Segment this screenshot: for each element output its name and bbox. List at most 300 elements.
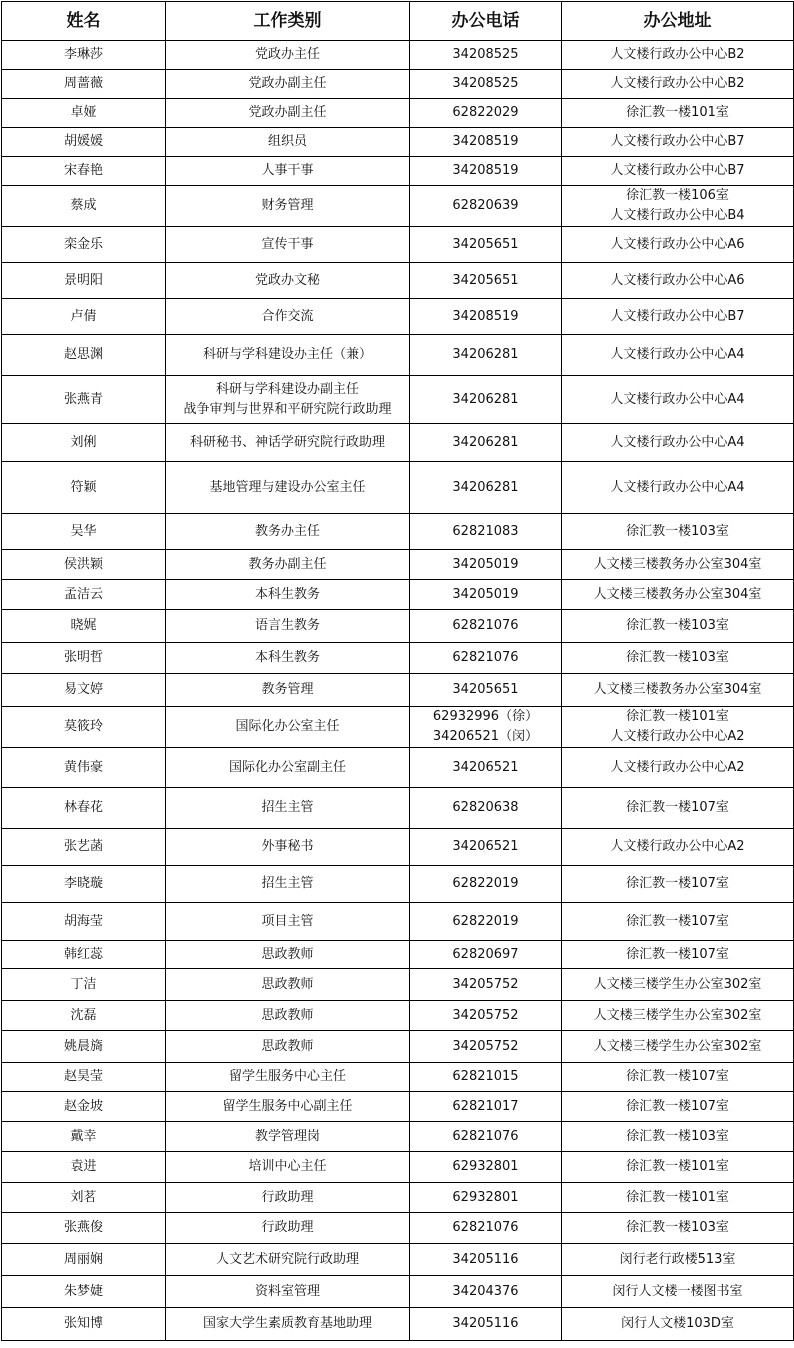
address-cell [562, 707, 794, 748]
phone-cell-line: 34208519 [452, 134, 519, 149]
role-cell [166, 580, 410, 610]
phone-cell [410, 70, 562, 99]
address-cell [562, 674, 794, 707]
name-cell: 卢倩 [2, 299, 166, 335]
address-cell-line: 闵行老行政楼513室 [619, 1251, 736, 1267]
name-cell: 刘茗 [2, 1183, 166, 1213]
phone-cell [410, 1244, 562, 1276]
table-row [2, 1308, 794, 1341]
address-cell [562, 41, 794, 70]
table-row [2, 748, 794, 788]
address-cell-line: 徐汇教一楼101室 [626, 1189, 729, 1205]
address-cell-line: 人文楼行政办公中心A4 [610, 391, 745, 407]
phone-cell [410, 788, 562, 829]
role-cell [166, 335, 410, 376]
address-cell-line: 徐汇教一楼103室 [626, 1220, 729, 1235]
table-row [2, 376, 794, 424]
address-cell [562, 1063, 794, 1092]
role-cell [166, 299, 410, 335]
phone-cell [410, 643, 562, 674]
role-cell-line: 培训中心主任 [248, 1159, 327, 1174]
address-cell-line: 人文楼三楼学生办公室302室 [593, 1007, 762, 1023]
table-row [2, 674, 794, 707]
table-row [2, 186, 794, 227]
phone-cell [410, 707, 562, 748]
name-cell: 蔡成 [2, 186, 166, 227]
phone-cell [410, 128, 562, 157]
address-cell-line: 人文楼行政办公中心A2 [610, 759, 745, 775]
phone-cell-line: 34208525 [452, 47, 519, 62]
address-cell [562, 550, 794, 580]
table-row [2, 829, 794, 866]
address-cell-line: 徐汇教一楼103室 [626, 523, 729, 539]
address-cell [562, 969, 794, 1001]
address-cell [562, 1031, 794, 1063]
role-cell-line: 外事秘书 [261, 839, 314, 854]
address-cell [562, 1152, 794, 1183]
role-cell-line: 招生主管 [261, 800, 314, 815]
name-cell: 栾金乐 [2, 227, 166, 263]
address-cell [562, 1308, 794, 1341]
phone-cell-line: 34206281 [452, 479, 519, 495]
phone-cell [410, 1213, 562, 1244]
role-cell-line: 招生主管 [261, 876, 314, 891]
role-cell [166, 1152, 410, 1183]
role-cell [166, 157, 410, 186]
table-row [2, 903, 794, 941]
table-row [2, 707, 794, 748]
name-cell: 袁进 [2, 1152, 166, 1183]
address-cell-line: 人文楼行政办公中心B7 [610, 163, 745, 178]
phone-cell [410, 41, 562, 70]
name-cell: 沈磊 [2, 1001, 166, 1031]
role-cell [166, 866, 410, 903]
role-cell [166, 462, 410, 514]
phone-cell [410, 335, 562, 376]
role-cell-line: 国际化办公室主任 [235, 719, 340, 734]
role-cell [166, 41, 410, 70]
phone-cell [410, 674, 562, 707]
phone-cell [410, 941, 562, 969]
phone-cell-line: 62820639 [452, 198, 519, 213]
address-cell [562, 424, 794, 462]
role-cell [166, 707, 410, 748]
table-row [2, 550, 794, 580]
address-cell-line: 人文楼三楼学生办公室302室 [593, 976, 762, 992]
phone-cell-line: 62820638 [452, 800, 519, 815]
address-cell-line: 人文楼行政办公中心A6 [610, 272, 745, 288]
role-cell [166, 186, 410, 227]
address-cell [562, 1244, 794, 1276]
role-cell-line: 本科生教务 [254, 650, 320, 665]
table-row [2, 299, 794, 335]
phone-cell-line: 62821017 [452, 1098, 519, 1114]
table-row [2, 424, 794, 462]
role-cell-line: 教务办副主任 [248, 556, 327, 572]
name-cell: 黄伟豪 [2, 748, 166, 788]
phone-cell [410, 514, 562, 550]
address-cell [562, 643, 794, 674]
table-row [2, 1213, 794, 1244]
address-cell-line: 人文楼三楼教务办公室304室 [593, 586, 762, 602]
address-cell [562, 299, 794, 335]
phone-cell [410, 748, 562, 788]
role-cell-line: 语言生教务 [254, 618, 320, 633]
phone-cell-line: 34205651 [452, 682, 519, 697]
address-cell [562, 462, 794, 514]
address-cell-line: 徐汇教一楼107室 [626, 946, 729, 962]
name-cell: 胡媛媛 [2, 128, 166, 157]
address-cell [562, 1122, 794, 1152]
role-cell [166, 674, 410, 707]
role-cell [166, 1063, 410, 1092]
address-cell-line: 人文楼行政办公中心A2 [610, 839, 745, 854]
address-cell-line: 人文楼行政办公中心A4 [610, 434, 745, 450]
address-cell-line: 人文楼行政办公中心B7 [610, 308, 745, 324]
phone-cell [410, 1092, 562, 1122]
role-cell-line: 资料室管理 [254, 1283, 320, 1299]
address-cell [562, 1213, 794, 1244]
address-cell-line: 人文楼三楼教务办公室304室 [593, 556, 762, 572]
name-cell: 卓娅 [2, 99, 166, 128]
address-cell-line: 人文楼行政办公中心A4 [610, 347, 745, 362]
phone-cell-line: 34206521 [452, 839, 519, 854]
address-cell-line: 徐汇教一楼103室 [626, 650, 729, 665]
role-cell-line: 项目主管 [261, 913, 314, 929]
table-row [2, 788, 794, 829]
address-cell [562, 748, 794, 788]
phone-cell-line: 34206281 [452, 391, 519, 407]
role-cell [166, 1276, 410, 1308]
phone-cell-line: 34205752 [452, 1007, 519, 1023]
address-cell-line: 人文楼行政办公中心B7 [610, 134, 745, 149]
phone-cell-line: 62821076 [452, 618, 519, 633]
address-cell [562, 866, 794, 903]
role-cell-line: 科研与学科建设办主任（兼） [202, 347, 372, 362]
table-row [2, 41, 794, 70]
phone-cell-line: 34204376 [452, 1283, 519, 1299]
address-cell [562, 227, 794, 263]
table-row [2, 128, 794, 157]
role-cell-line: 思政教师 [261, 946, 314, 962]
table-header-row [2, 2, 794, 41]
name-cell: 宋春艳 [2, 157, 166, 186]
phone-cell [410, 376, 562, 424]
address-cell [562, 941, 794, 969]
table-row [2, 1001, 794, 1031]
name-cell: 丁洁 [2, 969, 166, 1001]
phone-cell-line: 62932801 [452, 1159, 519, 1174]
phone-cell-line: 34205651 [452, 272, 519, 288]
phone-cell [410, 424, 562, 462]
phone-cell [410, 186, 562, 227]
phone-cell [410, 866, 562, 903]
phone-cell [410, 462, 562, 514]
column-header-phone: 办公电话 [410, 2, 562, 41]
phone-cell [410, 829, 562, 866]
phone-cell-line: 34206281 [452, 347, 519, 362]
table-row [2, 1183, 794, 1213]
table-row [2, 941, 794, 969]
role-cell-line: 宣传干事 [261, 236, 314, 252]
address-cell [562, 610, 794, 643]
table-row [2, 1092, 794, 1122]
phone-cell [410, 1031, 562, 1063]
phone-cell-line: 34205752 [452, 1038, 519, 1054]
address-cell [562, 829, 794, 866]
address-cell [562, 157, 794, 186]
phone-cell [410, 610, 562, 643]
table-row [2, 514, 794, 550]
phone-cell [410, 1152, 562, 1183]
table-row [2, 157, 794, 186]
table-row [2, 1063, 794, 1092]
role-cell [166, 376, 410, 424]
role-cell [166, 1183, 410, 1213]
phone-cell [410, 550, 562, 580]
role-cell-line: 教务办主任 [254, 523, 320, 539]
role-cell-line: 组织员 [267, 134, 307, 149]
address-cell [562, 1183, 794, 1213]
role-cell [166, 788, 410, 829]
table-row [2, 643, 794, 674]
name-cell: 刘俐 [2, 424, 166, 462]
address-cell-line: 徐汇教一楼103室 [626, 618, 729, 633]
role-cell-line: 留学生服务中心副主任 [222, 1098, 353, 1114]
address-cell [562, 186, 794, 227]
table-row [2, 1244, 794, 1276]
role-cell [166, 514, 410, 550]
role-cell-line: 国家大学生素质教育基地助理 [202, 1316, 372, 1331]
table-row [2, 99, 794, 128]
role-cell-line: 人文艺术研究院行政助理 [215, 1251, 359, 1267]
address-cell-line: 人文楼三楼学生办公室302室 [593, 1038, 762, 1054]
address-cell [562, 1092, 794, 1122]
phone-cell [410, 580, 562, 610]
table-row [2, 1276, 794, 1308]
phone-cell [410, 157, 562, 186]
table-row [2, 1031, 794, 1063]
address-cell [562, 788, 794, 829]
phone-cell-line: 34208525 [452, 76, 519, 91]
role-cell-line: 党政办副主任 [248, 105, 327, 120]
role-cell [166, 1001, 410, 1031]
role-cell [166, 941, 410, 969]
name-cell: 孟洁云 [2, 580, 166, 610]
role-cell-line: 党政办文秘 [254, 272, 320, 288]
role-cell [166, 969, 410, 1001]
table-row [2, 866, 794, 903]
name-cell: 张燕青 [2, 376, 166, 424]
address-cell-line: 徐汇教一楼107室 [626, 1098, 729, 1114]
role-cell-line: 教务管理 [261, 682, 314, 697]
name-cell: 赵金坡 [2, 1092, 166, 1122]
role-cell-line: 思政教师 [261, 976, 314, 992]
address-cell-line: 人文楼行政办公中心B4 [610, 208, 745, 223]
role-cell-line: 基地管理与建设办公室主任 [209, 479, 366, 495]
name-cell: 莫筱玲 [2, 707, 166, 748]
name-cell: 易文婷 [2, 674, 166, 707]
role-cell [166, 1031, 410, 1063]
name-cell: 韩红蕊 [2, 941, 166, 969]
address-cell-line: 闵行人文楼一楼图书室 [612, 1283, 743, 1299]
role-cell-line: 科研秘书、神话学研究院行政助理 [189, 434, 385, 450]
phone-cell-line: 62932801 [452, 1189, 519, 1205]
role-cell-line: 教学管理岗 [254, 1128, 320, 1144]
role-cell [166, 1244, 410, 1276]
address-cell [562, 1001, 794, 1031]
address-cell-line: 人文楼行政办公中心B2 [610, 47, 745, 62]
name-cell: 张艺菡 [2, 829, 166, 866]
role-cell-line: 行政助理 [261, 1220, 314, 1235]
address-cell [562, 99, 794, 128]
phone-cell-line: 62821083 [452, 523, 519, 539]
name-cell: 赵思渊 [2, 335, 166, 376]
phone-cell-line: 34206521（闵） [432, 729, 539, 744]
address-cell-line: 徐汇教一楼107室 [626, 1069, 729, 1084]
phone-cell-line: 62822019 [452, 876, 519, 891]
phone-cell-line: 34206521 [452, 759, 519, 775]
role-cell [166, 99, 410, 128]
phone-cell [410, 1276, 562, 1308]
phone-cell [410, 263, 562, 299]
phone-cell-line: 62822019 [452, 913, 519, 929]
phone-cell-line: 34205019 [452, 556, 519, 572]
phone-cell-line: 34208519 [452, 163, 519, 178]
phone-cell-line: 62821015 [452, 1069, 519, 1084]
name-cell: 张燕俊 [2, 1213, 166, 1244]
name-cell: 赵昊莹 [2, 1063, 166, 1092]
phone-cell-line: 62820697 [452, 946, 519, 962]
name-cell: 吴华 [2, 514, 166, 550]
name-cell: 林春花 [2, 788, 166, 829]
address-cell [562, 263, 794, 299]
role-cell-line: 党政办副主任 [248, 76, 327, 91]
role-cell-line: 留学生服务中心主任 [228, 1069, 346, 1084]
address-cell-line: 徐汇教一楼106室 [626, 188, 729, 203]
address-cell-line: 徐汇教一楼101室 [626, 709, 729, 724]
role-cell [166, 829, 410, 866]
table-row [2, 70, 794, 99]
role-cell-line: 科研与学科建设办副主任 [215, 381, 359, 397]
address-cell-line: 徐汇教一楼103室 [626, 1128, 729, 1144]
role-cell [166, 263, 410, 299]
role-cell-line: 财务管理 [261, 198, 314, 213]
phone-cell-line: 62821076 [452, 1220, 519, 1235]
phone-cell [410, 99, 562, 128]
role-cell [166, 227, 410, 263]
role-cell-line: 合作交流 [261, 308, 314, 324]
phone-cell [410, 1063, 562, 1092]
table-row [2, 1152, 794, 1183]
address-cell [562, 514, 794, 550]
role-cell-line: 行政助理 [261, 1189, 314, 1205]
address-cell-line: 徐汇教一楼107室 [626, 876, 729, 891]
role-cell [166, 1122, 410, 1152]
name-cell: 张知博 [2, 1308, 166, 1341]
name-cell: 姚晨旖 [2, 1031, 166, 1063]
role-cell-line: 思政教师 [261, 1038, 314, 1054]
table-row [2, 580, 794, 610]
column-header-role: 工作类别 [166, 2, 410, 41]
role-cell-line: 人事干事 [261, 163, 314, 178]
column-header-address: 办公地址 [562, 2, 794, 41]
phone-cell-line: 62821076 [452, 650, 519, 665]
phone-cell-line: 62932996（徐） [432, 709, 539, 724]
phone-cell-line: 34205752 [452, 976, 519, 992]
phone-cell [410, 1001, 562, 1031]
role-cell [166, 748, 410, 788]
address-cell-line: 人文楼行政办公中心A4 [610, 479, 745, 495]
role-cell-line: 国际化办公室副主任 [228, 759, 346, 775]
role-cell [166, 903, 410, 941]
column-header-name: 姓名 [2, 2, 166, 41]
phone-cell [410, 1122, 562, 1152]
address-cell [562, 128, 794, 157]
address-cell-line: 闵行人文楼103D室 [621, 1316, 734, 1331]
address-cell-line: 徐汇教一楼107室 [626, 913, 729, 929]
phone-cell-line: 34206281 [452, 434, 519, 450]
table-row [2, 335, 794, 376]
table-row [2, 462, 794, 514]
phone-cell [410, 227, 562, 263]
phone-cell-line: 34205651 [452, 236, 519, 252]
role-cell [166, 1092, 410, 1122]
name-cell: 侯洪颖 [2, 550, 166, 580]
address-cell-line: 人文楼行政办公中心A6 [610, 236, 745, 252]
table-row [2, 227, 794, 263]
name-cell: 晓娓 [2, 610, 166, 643]
phone-cell-line: 62821076 [452, 1128, 519, 1144]
address-cell-line: 人文楼行政办公中心B2 [610, 76, 745, 91]
address-cell-line: 徐汇教一楼101室 [626, 105, 729, 120]
name-cell: 周蔷薇 [2, 70, 166, 99]
address-cell [562, 903, 794, 941]
phone-cell-line: 34208519 [452, 308, 519, 324]
role-cell [166, 643, 410, 674]
phone-cell [410, 299, 562, 335]
address-cell [562, 376, 794, 424]
role-cell-line: 本科生教务 [254, 586, 320, 602]
role-cell [166, 550, 410, 580]
name-cell: 符颖 [2, 462, 166, 514]
role-cell-line: 战争审判与世界和平研究院行政助理 [183, 401, 392, 417]
role-cell [166, 70, 410, 99]
address-cell [562, 1276, 794, 1308]
phone-cell [410, 1308, 562, 1341]
role-cell [166, 424, 410, 462]
phone-cell [410, 1183, 562, 1213]
name-cell: 张明哲 [2, 643, 166, 674]
phone-cell [410, 903, 562, 941]
table-row [2, 263, 794, 299]
role-cell [166, 1213, 410, 1244]
phone-cell-line: 34205116 [452, 1316, 519, 1331]
phone-cell-line: 34205116 [452, 1251, 519, 1267]
role-cell [166, 610, 410, 643]
staff-contact-table [1, 1, 794, 1341]
address-cell [562, 70, 794, 99]
name-cell: 周丽娴 [2, 1244, 166, 1276]
table-row [2, 610, 794, 643]
address-cell-line: 人文楼行政办公中心A2 [610, 729, 745, 744]
address-cell-line: 人文楼三楼教务办公室304室 [593, 682, 762, 697]
name-cell: 朱梦婕 [2, 1276, 166, 1308]
name-cell: 胡海莹 [2, 903, 166, 941]
phone-cell-line: 62822029 [452, 105, 519, 120]
table-body [2, 41, 794, 1341]
address-cell [562, 580, 794, 610]
